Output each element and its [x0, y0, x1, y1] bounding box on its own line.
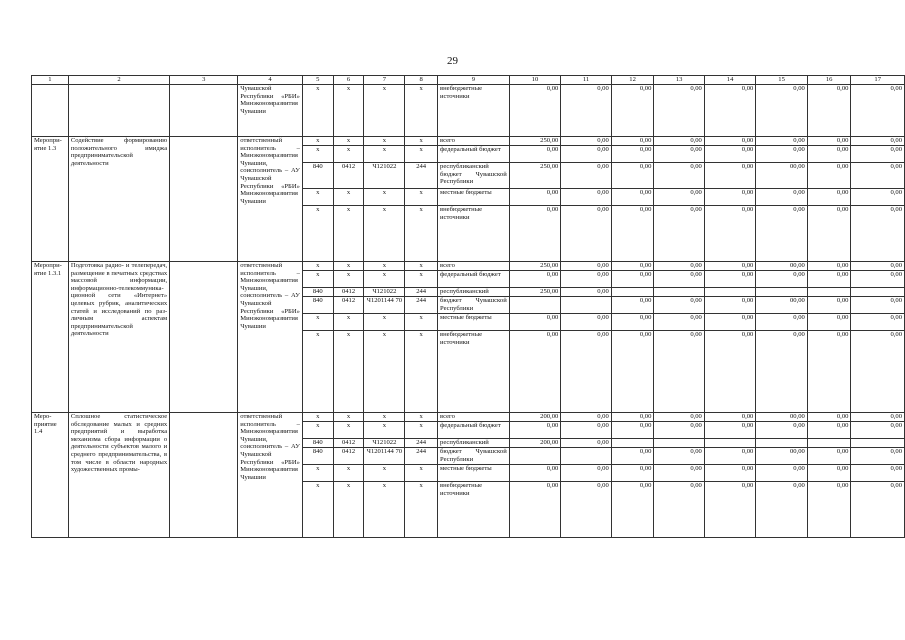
amount-cell: 200,00: [509, 413, 561, 422]
grbs-code: x: [302, 465, 333, 482]
amount-cell: 0,00: [654, 137, 704, 146]
amount-cell: [654, 439, 704, 448]
amount-cell: 0,00: [807, 189, 851, 206]
amount-cell: 0,00: [561, 331, 611, 413]
amount-cell: [561, 448, 611, 465]
target-article-code: x: [364, 482, 405, 538]
target-article-code: x: [364, 314, 405, 331]
expense-type-code: x: [405, 482, 438, 538]
amount-cell: 0,00: [654, 448, 704, 465]
amount-cell: 0,00: [611, 314, 654, 331]
col-3-cell: [170, 413, 238, 538]
amount-cell: 0,00: [704, 85, 755, 137]
column-number: 17: [851, 76, 905, 85]
funding-source: бюджет Чувашской Республики: [438, 297, 510, 314]
column-number: 4: [238, 76, 303, 85]
responsible-executor: ответственный исполнитель – Минэкономразвития Чувашии, соисполнитель – АУ Чувашской Республики «РБИ» Минэкономразвития Чувашии: [238, 137, 303, 262]
funding-source: всего: [438, 262, 510, 271]
column-number: 14: [704, 76, 755, 85]
amount-cell: 0,00: [851, 137, 905, 146]
amount-cell: 0,00: [509, 189, 561, 206]
amount-cell: 0,00: [611, 163, 654, 189]
amount-cell: 0,00: [654, 331, 704, 413]
section-code: x: [333, 146, 364, 163]
grbs-code: x: [302, 206, 333, 262]
amount-cell: 0,00: [704, 465, 755, 482]
page-number: 29: [447, 55, 458, 67]
amount-cell: 0,00: [756, 189, 808, 206]
amount-cell: [756, 288, 808, 297]
amount-cell: 0,00: [807, 271, 851, 288]
amount-cell: 0,00: [654, 189, 704, 206]
amount-cell: [561, 297, 611, 314]
grbs-code: x: [302, 314, 333, 331]
column-number: 5: [302, 76, 333, 85]
section-code: x: [333, 262, 364, 271]
section-code: 0412: [333, 288, 364, 297]
amount-cell: 250,00: [509, 137, 561, 146]
column-number: 2: [68, 76, 169, 85]
expense-type-code: 244: [405, 288, 438, 297]
amount-cell: 0,00: [704, 331, 755, 413]
target-article-code: x: [364, 331, 405, 413]
col-3-cell: [170, 137, 238, 262]
expense-type-code: x: [405, 314, 438, 331]
amount-cell: 0,00: [611, 146, 654, 163]
section-code: 0412: [333, 448, 364, 465]
funding-source: местные бюджеты: [438, 189, 510, 206]
section-code: 0412: [333, 297, 364, 314]
amount-cell: 0,00: [611, 85, 654, 137]
expense-type-code: x: [405, 85, 438, 137]
amount-cell: 0,00: [611, 422, 654, 439]
budget-table: [31, 75, 905, 538]
grbs-code: x: [302, 331, 333, 413]
target-article-code: Ч1201144 70: [364, 448, 405, 465]
expense-type-code: x: [405, 189, 438, 206]
amount-cell: [654, 288, 704, 297]
amount-cell: 0,00: [807, 331, 851, 413]
amount-cell: 0,00: [851, 482, 905, 538]
target-article-code: x: [364, 422, 405, 439]
amount-cell: [851, 288, 905, 297]
expense-type-code: 244: [405, 163, 438, 189]
amount-cell: 0,00: [756, 465, 808, 482]
amount-cell: [611, 439, 654, 448]
measure-description: Содействие формированию положительного имиджа предпринимательской деятельности: [68, 137, 169, 262]
responsible-executor: Чувашской Республики «РБИ» Минэкономразвития Чувашии: [238, 85, 303, 137]
amount-cell: 0,00: [807, 413, 851, 422]
amount-cell: 0,00: [756, 271, 808, 288]
measure-name: Мероприятие 1.4: [32, 413, 69, 538]
expense-type-code: x: [405, 465, 438, 482]
amount-cell: 0,00: [704, 482, 755, 538]
table-row: [32, 262, 905, 271]
grbs-code: x: [302, 413, 333, 422]
amount-cell: 0,00: [807, 314, 851, 331]
amount-cell: 0,00: [807, 297, 851, 314]
amount-cell: 0,00: [851, 448, 905, 465]
grbs-code: 840: [302, 448, 333, 465]
amount-cell: 200,00: [509, 439, 561, 448]
amount-cell: 0,00: [561, 422, 611, 439]
measure-name: Мероприятие 1.3: [32, 137, 69, 262]
expense-type-code: x: [405, 137, 438, 146]
amount-cell: 0,00: [851, 297, 905, 314]
amount-cell: 250,00: [509, 163, 561, 189]
target-article-code: x: [364, 413, 405, 422]
amount-cell: 0,00: [611, 271, 654, 288]
amount-cell: 0,00: [561, 85, 611, 137]
amount-cell: 0,00: [611, 297, 654, 314]
amount-cell: 0,00: [611, 137, 654, 146]
col-3-cell: [170, 85, 238, 137]
grbs-code: x: [302, 137, 333, 146]
amount-cell: 250,00: [509, 262, 561, 271]
amount-cell: 0,00: [851, 146, 905, 163]
amount-cell: 0,00: [509, 314, 561, 331]
measure-name: [32, 85, 69, 137]
target-article-code: Ч121022: [364, 439, 405, 448]
column-number: 16: [807, 76, 851, 85]
amount-cell: 0,00: [807, 85, 851, 137]
amount-cell: 0,00: [851, 189, 905, 206]
amount-cell: 0,00: [561, 146, 611, 163]
expense-type-code: x: [405, 413, 438, 422]
amount-cell: 0,00: [807, 206, 851, 262]
amount-cell: 0,00: [851, 314, 905, 331]
amount-cell: 0,00: [704, 297, 755, 314]
amount-cell: 0,00: [851, 262, 905, 271]
amount-cell: 0,00: [509, 85, 561, 137]
expense-type-code: x: [405, 262, 438, 271]
amount-cell: [509, 448, 561, 465]
amount-cell: 0,00: [851, 271, 905, 288]
amount-cell: 0,00: [509, 271, 561, 288]
grbs-code: x: [302, 262, 333, 271]
section-code: x: [333, 137, 364, 146]
amount-cell: 0,00: [807, 137, 851, 146]
amount-cell: 0,00: [509, 422, 561, 439]
col-3-cell: [170, 262, 238, 413]
column-number: 1: [32, 76, 69, 85]
amount-cell: 0,00: [807, 482, 851, 538]
amount-cell: [704, 439, 755, 448]
expense-type-code: x: [405, 422, 438, 439]
measure-description: [68, 85, 169, 137]
amount-cell: 0,00: [654, 85, 704, 137]
amount-cell: 0,00: [611, 413, 654, 422]
measure-description: Подготовка радио- и телепередач, размещение в печатных средствах массовой информации, информационно-телекоммуникационной сети «Интернет» целевых рубрик, аналитических статей и исследований по различным аспектам предпринимательской деятельности: [68, 262, 169, 413]
amount-cell: 0,00: [756, 482, 808, 538]
funding-source: внебюджетные источники: [438, 206, 510, 262]
expense-type-code: x: [405, 331, 438, 413]
amount-cell: 0,00: [654, 271, 704, 288]
amount-cell: 250,00: [509, 288, 561, 297]
amount-cell: 0,00: [509, 146, 561, 163]
funding-source: федеральный бюджет: [438, 422, 510, 439]
amount-cell: 0,00: [851, 422, 905, 439]
column-number: 3: [170, 76, 238, 85]
grbs-code: 840: [302, 297, 333, 314]
amount-cell: 0,00: [654, 413, 704, 422]
amount-cell: 0,00: [704, 206, 755, 262]
funding-source: республиканский: [438, 288, 510, 297]
amount-cell: 0,00: [561, 288, 611, 297]
amount-cell: [704, 288, 755, 297]
amount-cell: 0,00: [756, 314, 808, 331]
target-article-code: Ч1201144 70: [364, 297, 405, 314]
funding-source: внебюджетные источники: [438, 331, 510, 413]
funding-source: местные бюджеты: [438, 465, 510, 482]
amount-cell: 0,00: [704, 163, 755, 189]
section-code: x: [333, 465, 364, 482]
responsible-executor: ответственный исполнитель – Минэкономразвития Чувашии, соисполнитель – АУ Чувашской Республики «РБИ» Минэкономразвития Чувашии: [238, 262, 303, 413]
amount-cell: 0,00: [611, 448, 654, 465]
amount-cell: 0,00: [807, 422, 851, 439]
funding-source: всего: [438, 137, 510, 146]
column-number: 6: [333, 76, 364, 85]
grbs-code: x: [302, 482, 333, 538]
amount-cell: 0,00: [807, 448, 851, 465]
amount-cell: 0,00: [654, 163, 704, 189]
amount-cell: 0,00: [704, 413, 755, 422]
column-number-row: [32, 76, 905, 85]
funding-source: местные бюджеты: [438, 314, 510, 331]
grbs-code: 840: [302, 163, 333, 189]
section-code: x: [333, 413, 364, 422]
target-article-code: x: [364, 85, 405, 137]
amount-cell: 00,00: [756, 297, 808, 314]
amount-cell: 0,00: [561, 163, 611, 189]
amount-cell: 0,00: [807, 163, 851, 189]
amount-cell: 0,00: [611, 206, 654, 262]
funding-source: бюджет Чувашской Республики: [438, 448, 510, 465]
target-article-code: x: [364, 189, 405, 206]
amount-cell: 0,00: [654, 482, 704, 538]
grbs-code: x: [302, 422, 333, 439]
target-article-code: Ч121022: [364, 288, 405, 297]
amount-cell: 0,00: [851, 163, 905, 189]
amount-cell: [807, 439, 851, 448]
section-code: x: [333, 271, 364, 288]
target-article-code: x: [364, 146, 405, 163]
amount-cell: 0,00: [509, 206, 561, 262]
funding-source: федеральный бюджет: [438, 146, 510, 163]
grbs-code: x: [302, 271, 333, 288]
section-code: 0412: [333, 163, 364, 189]
amount-cell: [611, 288, 654, 297]
amount-cell: 0,00: [561, 137, 611, 146]
responsible-executor: ответственный исполнитель – Минэкономразвития Чувашии, соисполнитель – АУ Чувашской Республики «РБИ» Минэкономразвития Чувашии: [238, 413, 303, 538]
amount-cell: 0,00: [611, 465, 654, 482]
amount-cell: 0,00: [704, 262, 755, 271]
amount-cell: 0,00: [654, 422, 704, 439]
section-code: 0412: [333, 439, 364, 448]
amount-cell: 0,00: [851, 465, 905, 482]
expense-type-code: x: [405, 271, 438, 288]
funding-source: всего: [438, 413, 510, 422]
amount-cell: 0,00: [509, 465, 561, 482]
amount-cell: 00,00: [756, 262, 808, 271]
section-code: x: [333, 331, 364, 413]
amount-cell: 0,00: [611, 331, 654, 413]
measure-name: Мероприятие 1.3.1: [32, 262, 69, 413]
column-number: 9: [438, 76, 510, 85]
amount-cell: 0,00: [561, 465, 611, 482]
amount-cell: 0,00: [561, 271, 611, 288]
section-code: x: [333, 422, 364, 439]
target-article-code: x: [364, 262, 405, 271]
expense-type-code: x: [405, 206, 438, 262]
amount-cell: 0,00: [851, 206, 905, 262]
amount-cell: 0,00: [756, 331, 808, 413]
amount-cell: 0,00: [611, 482, 654, 538]
column-number: 15: [756, 76, 808, 85]
funding-source: внебюджетные источники: [438, 482, 510, 538]
amount-cell: 0,00: [561, 206, 611, 262]
amount-cell: 0,00: [654, 465, 704, 482]
column-number: 7: [364, 76, 405, 85]
column-number: 13: [654, 76, 704, 85]
section-code: x: [333, 189, 364, 206]
amount-cell: 0,00: [561, 482, 611, 538]
amount-cell: 0,00: [561, 314, 611, 331]
amount-cell: 0,00: [654, 146, 704, 163]
amount-cell: [807, 288, 851, 297]
amount-cell: 0,00: [561, 189, 611, 206]
amount-cell: 0,00: [851, 413, 905, 422]
amount-cell: 0,00: [509, 482, 561, 538]
amount-cell: 0,00: [704, 422, 755, 439]
amount-cell: 0,00: [704, 314, 755, 331]
amount-cell: [509, 297, 561, 314]
amount-cell: 0,00: [654, 297, 704, 314]
amount-cell: 0,00: [561, 413, 611, 422]
expense-type-code: 244: [405, 297, 438, 314]
target-article-code: x: [364, 271, 405, 288]
funding-source: республиканский: [438, 439, 510, 448]
amount-cell: 0,00: [561, 439, 611, 448]
amount-cell: 0,00: [756, 146, 808, 163]
amount-cell: 0,00: [704, 146, 755, 163]
expense-type-code: 244: [405, 439, 438, 448]
target-article-code: Ч121022: [364, 163, 405, 189]
funding-source: внебюджетные источники: [438, 85, 510, 137]
amount-cell: 0,00: [654, 314, 704, 331]
amount-cell: 0,00: [704, 189, 755, 206]
table-body: [32, 76, 905, 538]
amount-cell: 0,00: [756, 206, 808, 262]
grbs-code: 840: [302, 439, 333, 448]
amount-cell: 0,00: [704, 271, 755, 288]
column-number: 8: [405, 76, 438, 85]
target-article-code: x: [364, 465, 405, 482]
amount-cell: 0,00: [704, 137, 755, 146]
section-code: x: [333, 314, 364, 331]
section-code: x: [333, 85, 364, 137]
grbs-code: x: [302, 146, 333, 163]
amount-cell: 0,00: [756, 137, 808, 146]
grbs-code: 840: [302, 288, 333, 297]
table-row: [32, 413, 905, 422]
amount-cell: 0,00: [654, 206, 704, 262]
amount-cell: 0,00: [756, 85, 808, 137]
amount-cell: 0,00: [807, 262, 851, 271]
amount-cell: 0,00: [807, 465, 851, 482]
amount-cell: 0,00: [756, 422, 808, 439]
amount-cell: 0,00: [851, 85, 905, 137]
amount-cell: [756, 439, 808, 448]
expense-type-code: 244: [405, 448, 438, 465]
table-row: [32, 137, 905, 146]
section-code: x: [333, 482, 364, 538]
amount-cell: 0,00: [851, 331, 905, 413]
target-article-code: x: [364, 137, 405, 146]
amount-cell: 00,00: [756, 448, 808, 465]
amount-cell: 0,00: [704, 448, 755, 465]
funding-source: республиканский бюджет Чувашской Республики: [438, 163, 510, 189]
amount-cell: 0,00: [611, 189, 654, 206]
measure-description: Сплошное статистическое обследование малых и средних предприятий и выработка механизма сбора информации о деятельности субъектов малого и среднего предпринимательства, в том числе в области народных художественных промы-: [68, 413, 169, 538]
column-number: 11: [561, 76, 611, 85]
target-article-code: x: [364, 206, 405, 262]
amount-cell: 0,00: [654, 262, 704, 271]
grbs-code: x: [302, 85, 333, 137]
column-number: 12: [611, 76, 654, 85]
column-number: 10: [509, 76, 561, 85]
amount-cell: 00,00: [756, 413, 808, 422]
table-row: [32, 85, 905, 137]
amount-cell: 0,00: [509, 331, 561, 413]
section-code: x: [333, 206, 364, 262]
amount-cell: [851, 439, 905, 448]
amount-cell: 0,00: [807, 146, 851, 163]
grbs-code: x: [302, 189, 333, 206]
amount-cell: 00,00: [756, 163, 808, 189]
amount-cell: 0,00: [611, 262, 654, 271]
expense-type-code: x: [405, 146, 438, 163]
amount-cell: 0,00: [561, 262, 611, 271]
funding-source: федеральный бюджет: [438, 271, 510, 288]
